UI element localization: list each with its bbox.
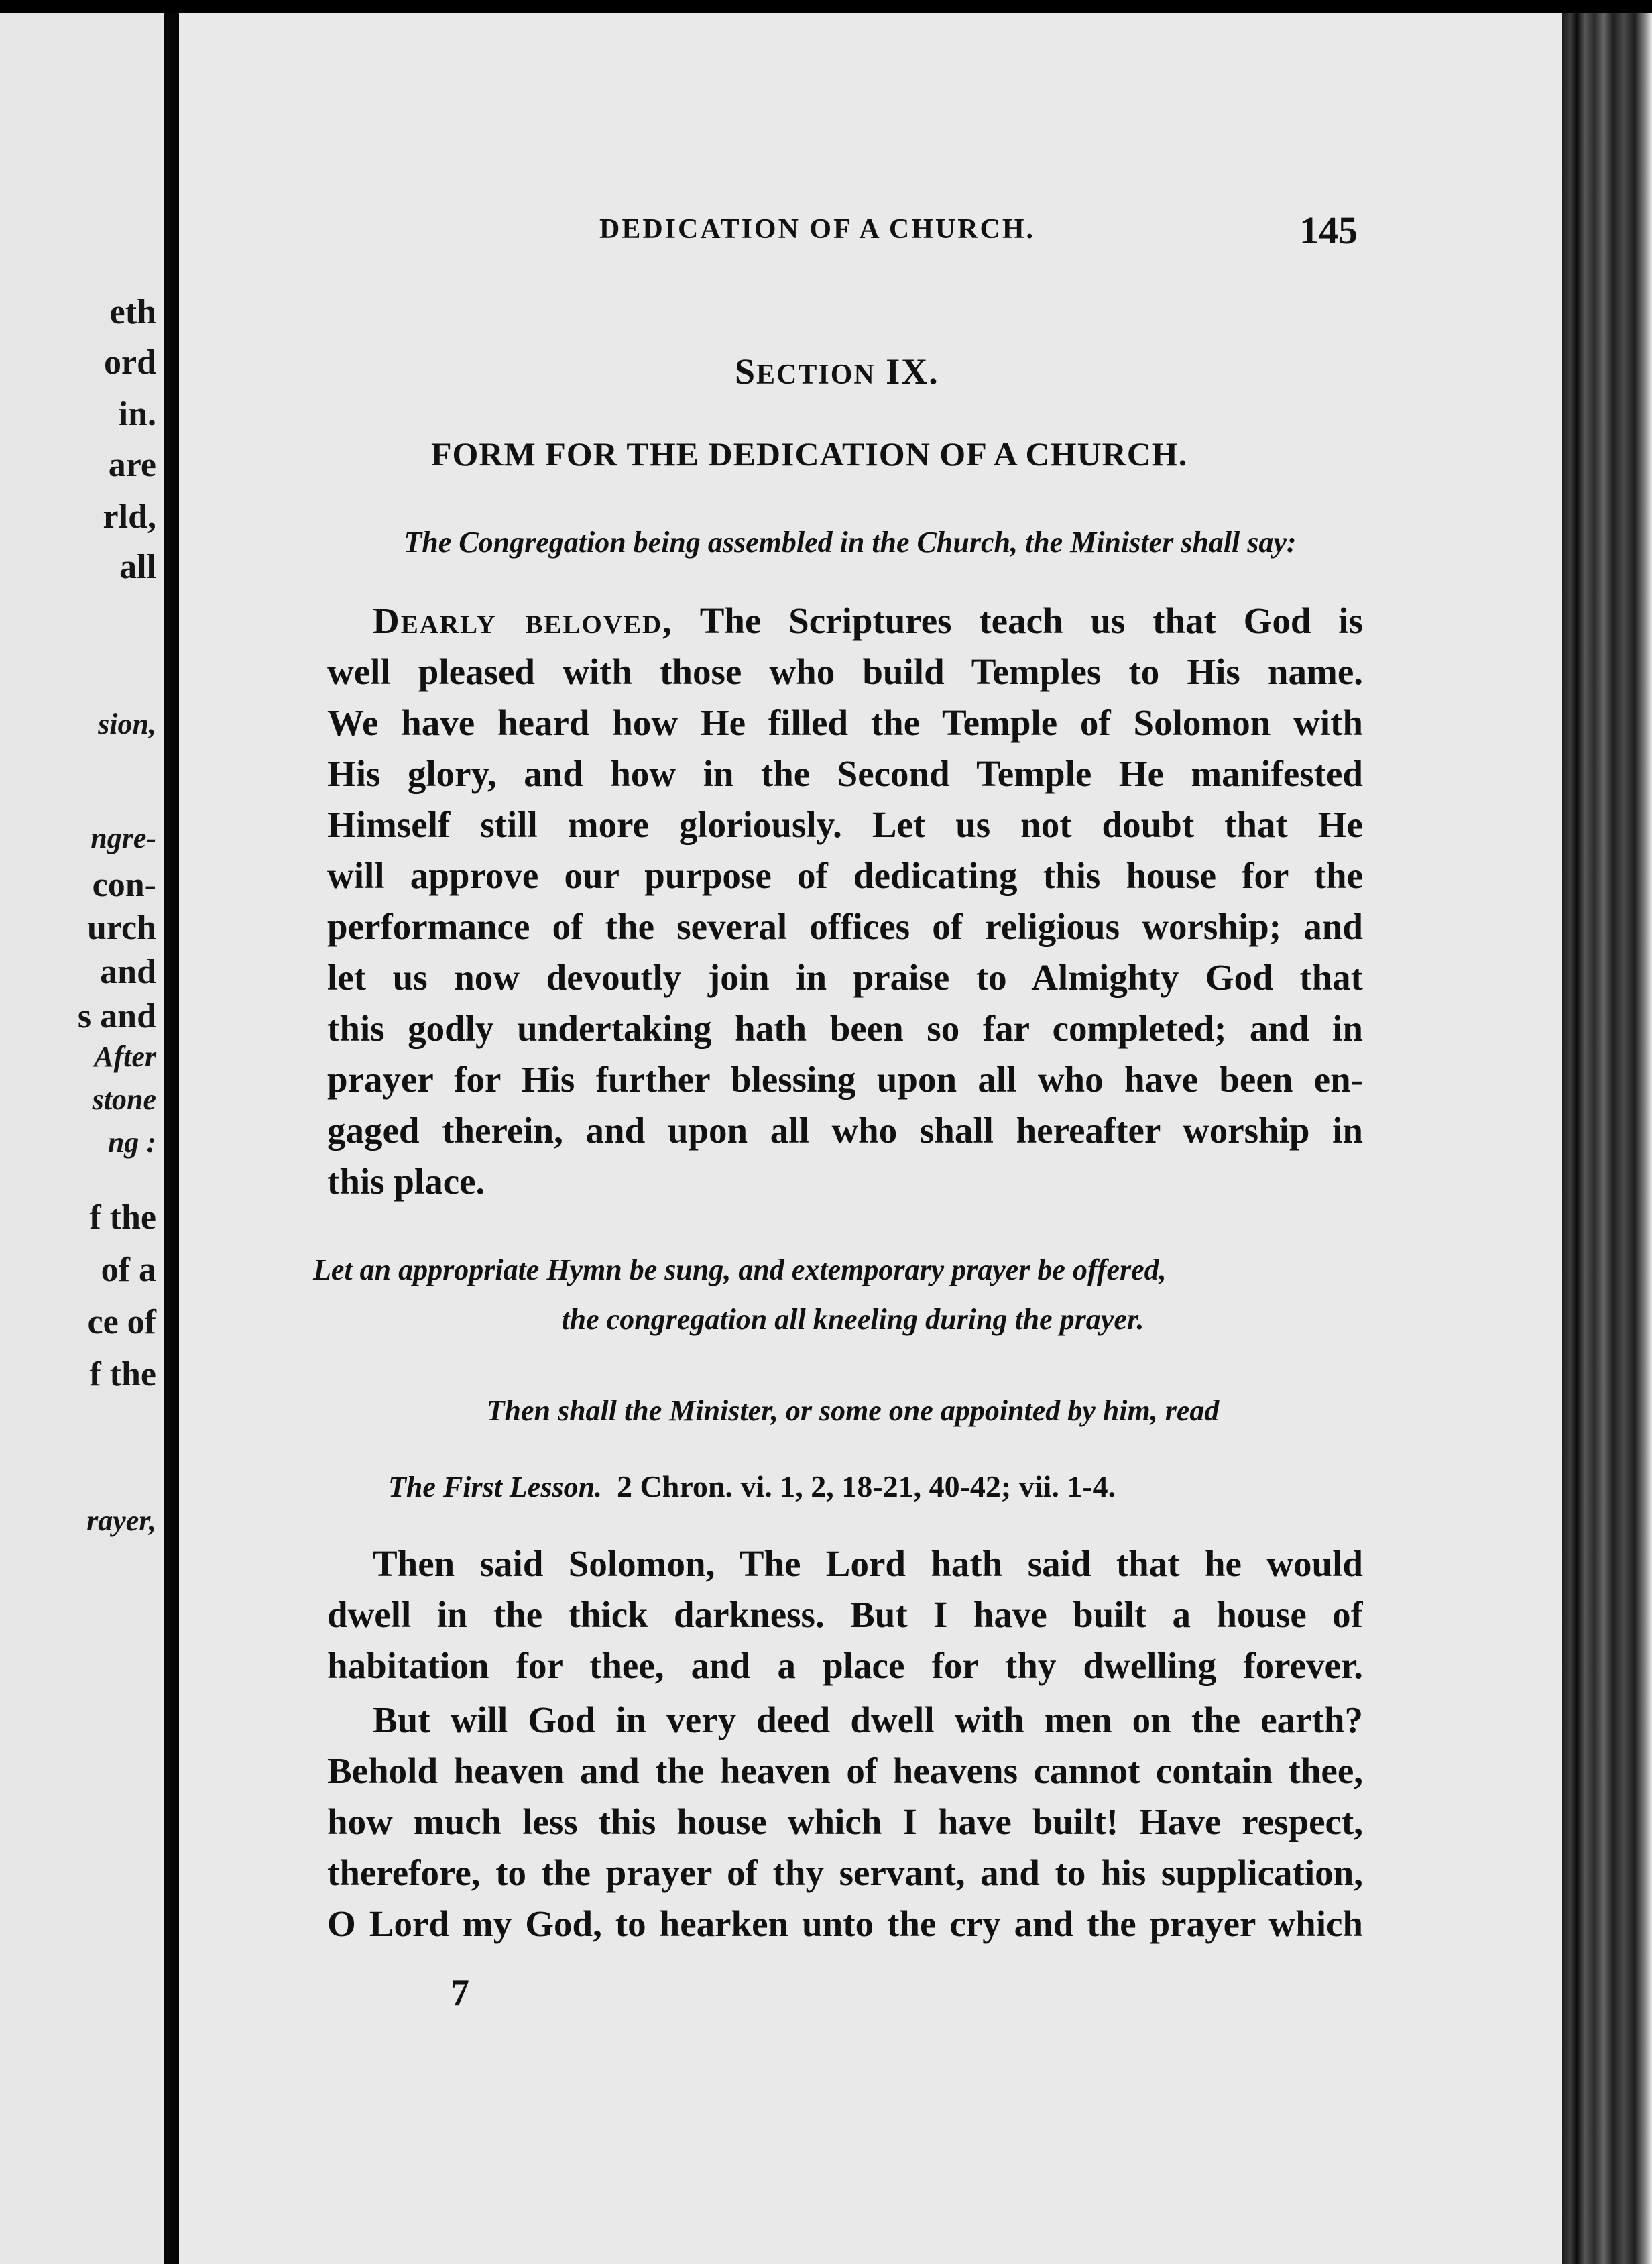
- facing-page-text-fragment: rld,: [103, 498, 156, 536]
- facing-page-text-fragment: con-: [92, 866, 156, 904]
- book-gutter: [164, 13, 179, 2264]
- paragraph-line: this place.: [327, 1161, 485, 1202]
- paragraph-line: Himself still more gloriously. Let us not doubt that He: [327, 804, 1363, 845]
- scripture-paragraph-1: [327, 1538, 1363, 1691]
- lesson-reference: 2 Chron. vi. 1, 2, 18-21, 40-42; vii. 1-4.: [617, 1469, 1116, 1504]
- facing-page-text-fragment: rayer,: [86, 1504, 156, 1537]
- facing-page-fragment: [0, 13, 164, 2264]
- form-title: FORM FOR THE DEDICATION OF A CHURCH.: [431, 435, 1188, 473]
- paragraph-line: habitation for thee, and a place for thy dwelling forever.: [327, 1645, 1363, 1686]
- paragraph-line: gaged therein, and upon all who shall hereafter worship in: [327, 1110, 1363, 1151]
- facing-page-text-fragment: are: [108, 446, 156, 484]
- paragraph-line: prayer for His further blessing upon all who have been en-: [327, 1059, 1363, 1100]
- paragraph-line: But will God in very deed dwell with men on the earth?: [373, 1699, 1363, 1740]
- paragraph-line: Behold heaven and the heaven of heavens cannot contain thee,: [327, 1750, 1363, 1791]
- facing-page-text-fragment: s and: [77, 997, 156, 1035]
- paragraph-line: will approve our purpose of dedicating this house for the: [327, 855, 1363, 896]
- paragraph-line: dwell in the thick darkness. But I have built a house of: [327, 1594, 1363, 1635]
- paragraph-line: O Lord my God, to hearken unto the cry and the prayer which: [327, 1903, 1363, 1944]
- page-number: 145: [1299, 209, 1358, 252]
- rubric-minister-read: Then shall the Minister, or some one appointed by him, read: [486, 1394, 1220, 1427]
- facing-page-text-fragment: ngre-: [91, 822, 156, 854]
- facing-page-text-fragment: and: [100, 953, 156, 991]
- facing-page-text-fragment: f the: [89, 1355, 156, 1394]
- paragraph-line: Dearly beloved, The Scriptures teach us that God is: [373, 600, 1363, 641]
- paragraph-line: therefore, to the prayer of thy servant, and to his supplication,: [327, 1852, 1363, 1893]
- rubric-hymn-line-2: the congregation all kneeling during the prayer.: [561, 1303, 1144, 1336]
- rubric-congregation-assembled: The Congregation being assembled in the Church, the Minister shall say:: [404, 526, 1297, 559]
- section-numeral: IX.: [886, 351, 939, 392]
- opening-address-paragraph: [327, 596, 1363, 1207]
- facing-page-text-fragment: ng :: [107, 1126, 156, 1159]
- opening-words: Dearly beloved,: [373, 600, 673, 641]
- facing-page-text-fragment: eth: [109, 293, 156, 331]
- paragraph-line: this godly undertaking hath been so far completed; and in: [327, 1008, 1363, 1049]
- paragraph-line: We have heard how He filled the Temple of Solomon with: [327, 702, 1363, 743]
- facing-page-text-fragment: of a: [101, 1251, 156, 1289]
- section-word-initial: S: [735, 351, 757, 392]
- facing-page-text-fragment: in.: [118, 395, 156, 433]
- facing-page-text-fragment: ce of: [87, 1303, 156, 1341]
- facing-page-text-fragment: After: [94, 1040, 156, 1073]
- paragraph-line: performance of the several offices of religious worship; and: [327, 906, 1363, 947]
- facing-page-text-fragment: sion,: [98, 708, 156, 740]
- facing-page-text-fragment: f the: [89, 1198, 156, 1237]
- facing-page-text-fragment: urch: [86, 909, 156, 947]
- running-head: DEDICATION OF A CHURCH.: [599, 214, 1036, 245]
- scripture-paragraph-2: [327, 1695, 1363, 1949]
- first-lesson-reference: [388, 1469, 1116, 1504]
- section-heading: [735, 351, 939, 392]
- signature-mark: 7: [451, 1972, 469, 2014]
- paragraph-line: Then said Solomon, The Lord hath said that he would: [373, 1543, 1363, 1584]
- rubric-hymn-line-1: Let an appropriate Hymn be sung, and extemporary prayer be offered,: [313, 1253, 1167, 1286]
- page-edge-shading: [1562, 13, 1652, 2264]
- section-word-rest: ECTION: [756, 359, 876, 390]
- paragraph-line: how much less this house which I have built! Have respect,: [327, 1801, 1363, 1842]
- scan-border: [0, 0, 1652, 13]
- facing-page-text-fragment: all: [119, 548, 156, 586]
- paragraph-line: His glory, and how in the Second Temple He manifested: [327, 753, 1363, 794]
- facing-page-text-fragment: stone: [92, 1083, 156, 1116]
- paragraph-line: let us now devoutly join in praise to Almighty God that: [327, 957, 1363, 998]
- facing-page-text-fragment: ord: [104, 343, 156, 382]
- lesson-label: The First Lesson.: [388, 1471, 603, 1504]
- paragraph-line: well pleased with those who build Temples to His name.: [327, 651, 1363, 692]
